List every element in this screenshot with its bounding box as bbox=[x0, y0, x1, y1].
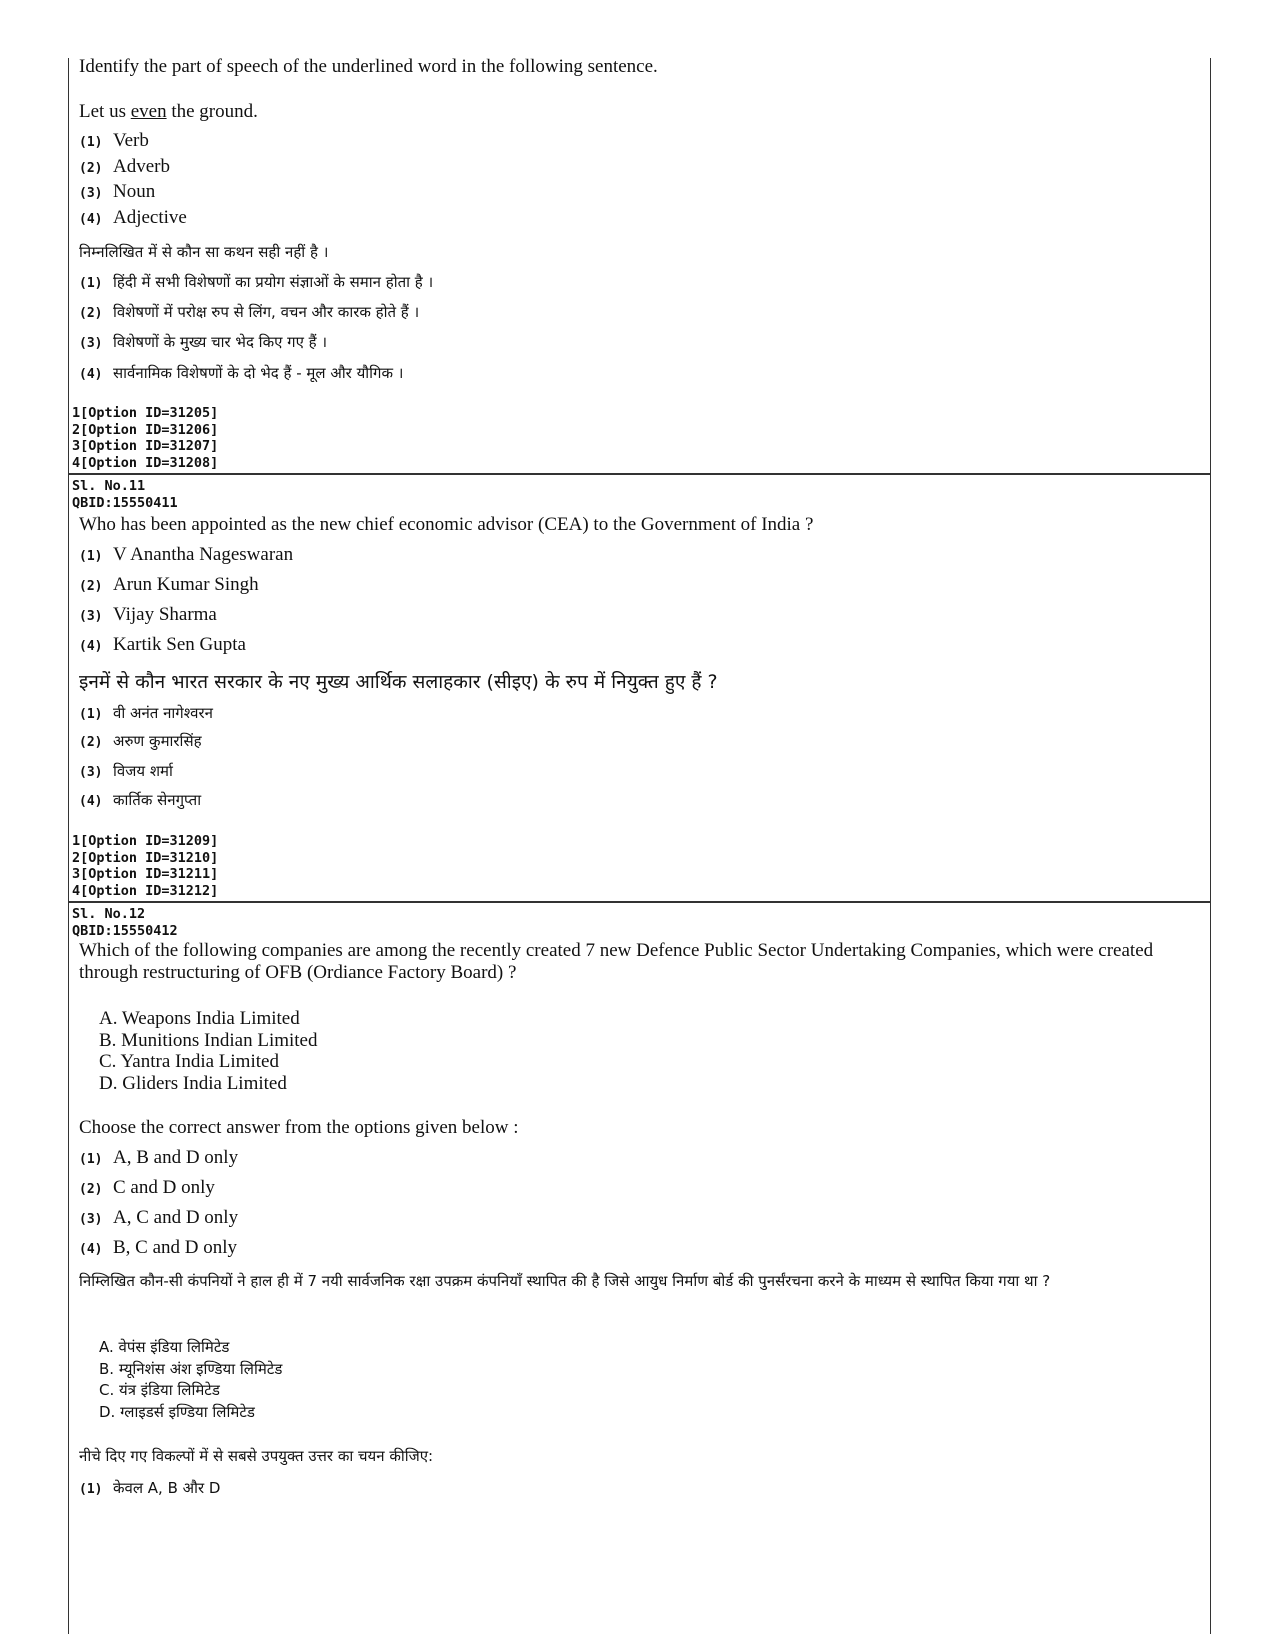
q10-option-1: (1) Verb bbox=[79, 130, 149, 151]
q10-hindi-option-4: (4) सार्वनामिक विशेषणों के दो भेद हैं - मूल और यौगिक । bbox=[79, 364, 404, 382]
q12-hindi-prompt: निम्लिखित कौन-सी कंपनियों ने हाल ही में 7 नयी सार्वजनिक रक्षा उपक्रम कंपनियाँ स्थापित की है जिसे आयुध निर्माण बोर्ड की पुनर्संरचना करने के माध्यम से स्थापित किया गया था ? bbox=[79, 1272, 1051, 1290]
question-sheet bbox=[68, 58, 1211, 1634]
q12-hindi-choose-instruction: नीचे दिए गए विकल्पों में से सबसे उपयुक्त उत्तर का चयन कीजिए: bbox=[79, 1447, 434, 1465]
q10-hindi-option-2: (2) विशेषणों में परोक्ष रुप से लिंग, वचन और कारक होते हैं । bbox=[79, 303, 420, 321]
q12-qbid: QBID:15550412 bbox=[72, 922, 178, 939]
q12-option-1: (1) A, B and D only bbox=[79, 1147, 239, 1168]
q11-qbid: QBID:15550411 bbox=[72, 494, 178, 511]
q10-option-4: (4) Adjective bbox=[79, 207, 187, 228]
q11-hindi-prompt: इनमें से कौन भारत सरकार के नए मुख्य आर्थिक सलाहकार (सीइए) के रुप में नियुक्त हुए हैं ? bbox=[79, 671, 718, 693]
q10-option-ids: 1[Option ID=31205] 2[Option ID=31206] 3[Option ID=31207] 4[Option ID=31208] bbox=[72, 405, 219, 471]
question-separator bbox=[69, 901, 1210, 903]
question-separator bbox=[69, 473, 1210, 475]
q12-hindi-company-list: A. वेपंस इंडिया लिमिटेड B. म्यूनिशंस अंश इण्डिया लिमिटेड C. यंत्र इंडिया लिमिटेड D. ग्लाइडर्स इण्डिया लिमिटेड bbox=[99, 1338, 283, 1421]
q10-underlined-word: even bbox=[130, 101, 167, 122]
q10-hindi-option-3: (3) विशेषणों के मुख्य चार भेद किए गए हैं । bbox=[79, 333, 328, 351]
q11-hindi-option-2: (2) अरुण कुमारसिंह bbox=[79, 732, 202, 750]
q10-sentence bbox=[79, 101, 258, 123]
q12-company-list: A. Weapons India Limited B. Munitions Indian Limited C. Yantra India Limited D. Gliders India Limited bbox=[99, 1008, 318, 1094]
q10-option-3: (3) Noun bbox=[79, 181, 156, 202]
q11-option-2: (2) Arun Kumar Singh bbox=[79, 574, 259, 595]
q11-option-1: (1) V Anantha Nageswaran bbox=[79, 544, 294, 565]
q10-sentence-after: the ground. bbox=[166, 101, 258, 122]
q11-hindi-option-4: (4) कार्तिक सेनगुप्ता bbox=[79, 791, 202, 809]
q10-hindi-prompt: निम्नलिखित में से कौन सा कथन सही नहीं है । bbox=[79, 243, 329, 261]
q10-hindi-option-1: (1) हिंदी में सभी विशेषणों का प्रयोग संज्ञाओं के समान होता है । bbox=[79, 273, 434, 291]
q12-option-3: (3) A, C and D only bbox=[79, 1207, 239, 1228]
q12-header bbox=[72, 906, 178, 939]
q11-sl-no: Sl. No.11 bbox=[72, 478, 146, 494]
q12-choose-instruction: Choose the correct answer from the options given below : bbox=[79, 1117, 519, 1138]
q12-hindi-option-1: (1) केवल A, B और D bbox=[79, 1479, 221, 1497]
q11-prompt: Who has been appointed as the new chief economic advisor (CEA) to the Government of India ? bbox=[79, 514, 814, 535]
q12-sl-no: Sl. No.12 bbox=[72, 906, 146, 922]
q12-prompt: Which of the following companies are among the recently created 7 new Defence Public Sector Undertaking Companies, which were created through restructuring of OFB (Ordiance Factory Board) ? bbox=[79, 940, 1154, 983]
q11-option-ids: 1[Option ID=31209] 2[Option ID=31210] 3[Option ID=31211] 4[Option ID=31212] bbox=[72, 833, 219, 899]
q12-option-2: (2) C and D only bbox=[79, 1177, 215, 1198]
q11-hindi-option-1: (1) वी अनंत नागेश्वरन bbox=[79, 704, 213, 722]
q10-prompt: Identify the part of speech of the underlined word in the following sentence. bbox=[79, 56, 658, 77]
q11-option-3: (3) Vijay Sharma bbox=[79, 604, 217, 625]
q11-header bbox=[72, 478, 178, 511]
q11-option-4: (4) Kartik Sen Gupta bbox=[79, 634, 246, 655]
q10-sentence-before: Let us bbox=[79, 101, 131, 122]
q10-option-2: (2) Adverb bbox=[79, 156, 170, 177]
q12-option-4: (4) B, C and D only bbox=[79, 1237, 238, 1258]
q11-hindi-option-3: (3) विजय शर्मा bbox=[79, 762, 173, 780]
